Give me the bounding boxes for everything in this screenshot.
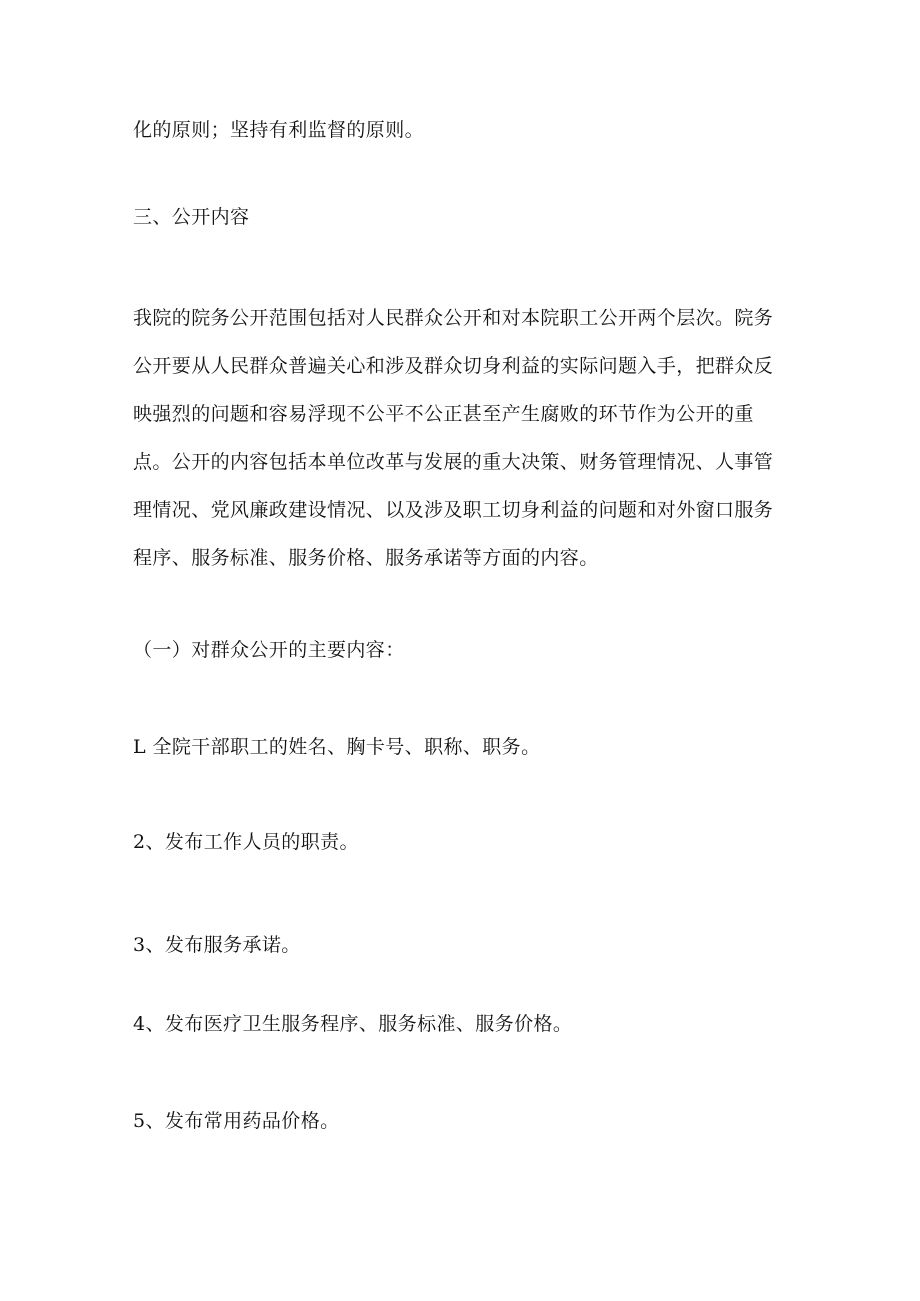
paragraph-line: 程序、服务标准、服务价格、服务承诺等方面的内容。 — [133, 547, 599, 569]
list-item-text: 全院干部职工的姓名、胸卡号、职称、职务。 — [152, 736, 541, 758]
list-item-marker: 3 — [133, 934, 146, 956]
list-item — [133, 933, 813, 957]
subheading: （一）对群众公开的主要内容： — [133, 639, 405, 661]
paragraph-line: 我院的院务公开范围包括对人民群众公开和对本院职工公开两个层次。院务 — [133, 307, 774, 329]
list-item — [133, 830, 813, 854]
list-item-text: 、发布常用药品价格。 — [145, 1110, 340, 1132]
list-item-text: 、发布服务承诺。 — [145, 934, 301, 956]
list-item-text: 、发布医疗卫生服务程序、服务标准、服务价格。 — [145, 1013, 573, 1035]
list-item — [133, 735, 813, 759]
list-item — [133, 1109, 813, 1133]
list-item — [133, 1012, 813, 1036]
list-item-marker: 5 — [133, 1110, 146, 1132]
paragraph-line: 映强烈的问题和容易浮现不公平不公正甚至产生腐败的环节作为公开的重 — [133, 403, 754, 425]
list-item-text: 、发布工作人员的职责。 — [145, 831, 359, 853]
paragraph-line: 理情况、党风廉政建设情况、以及涉及职工切身利益的问题和对外窗口服务 — [133, 499, 774, 521]
list-item-marker: 4 — [133, 1013, 146, 1035]
paragraph-line: 点。公开的内容包括本单位改革与发展的重大决策、财务管理情况、人事管 — [133, 451, 774, 473]
body-paragraph — [133, 294, 813, 582]
section-heading: 三、公开内容 — [133, 206, 250, 228]
paragraph-line: 公开要从人民群众普遍关心和涉及群众切身利益的实际问题入手，把群众反 — [133, 355, 774, 377]
continuation-line: 化的原则；坚持有利监督的原则。 — [133, 119, 425, 141]
list-item-marker: 2 — [133, 831, 146, 853]
list-item-marker: L — [133, 736, 147, 758]
